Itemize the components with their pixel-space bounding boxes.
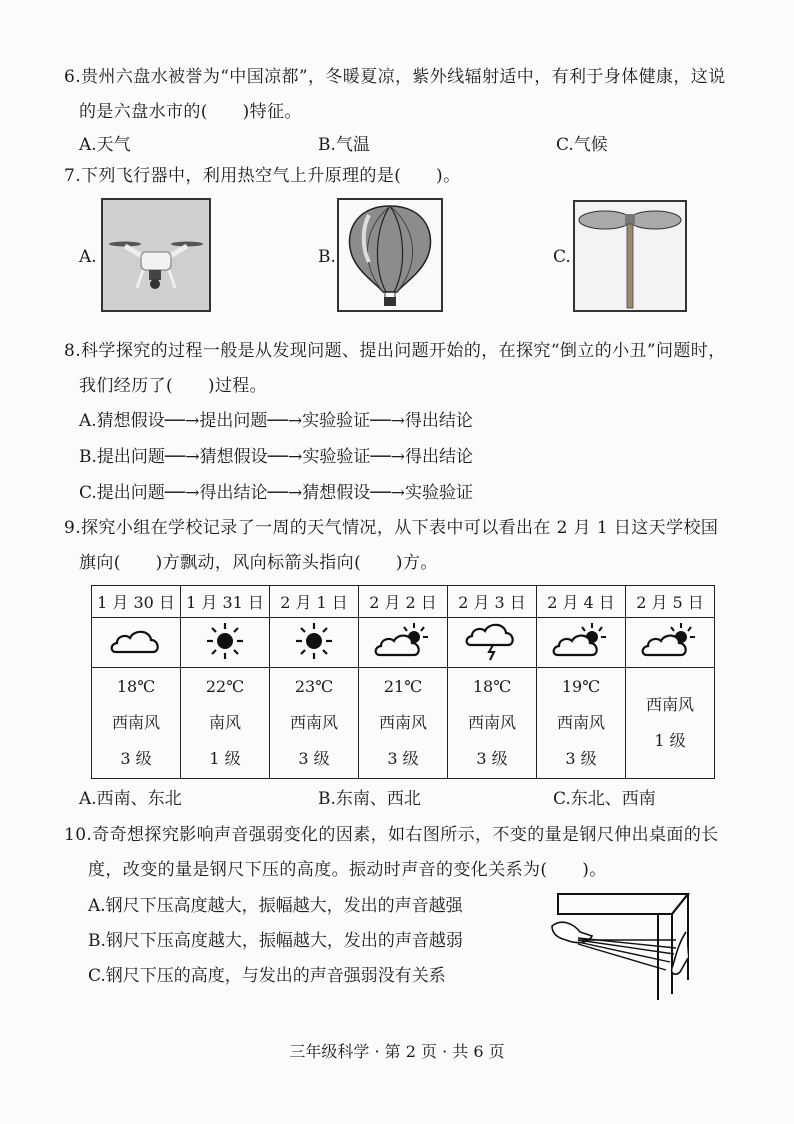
steel-ruler-experiment-image <box>548 888 698 1006</box>
q9-stem-line2: 旗向( )方飘动，风向标箭头指向( )方。 <box>79 553 438 573</box>
q6-stem-line2: 的是六盘水市的( )特征。 <box>79 102 302 122</box>
date-cell: 2 月 2 日 <box>359 586 448 618</box>
q10-stem-line1: 10.奇奇想探究影响声音强弱变化的因素，如右图所示，不变的量是钢尺伸出桌面的长 <box>64 825 719 845</box>
q9-option-a: A.西南、东北 <box>79 789 182 809</box>
sunny-icon <box>292 621 336 661</box>
q10-option-b: B.钢尺下压高度越大，振幅越大，发出的声音越弱 <box>88 931 463 951</box>
drone-image <box>101 198 211 312</box>
q8-option-a: A.猜想假设──→提出问题──→实验验证──→得出结论 <box>79 411 473 431</box>
weather-table <box>91 585 715 779</box>
date-cell: 1 月 30 日 <box>92 586 181 618</box>
date-cell: 1 月 31 日 <box>181 586 270 618</box>
weather-data-cell: 19℃ 西南风 3 级 <box>537 668 626 779</box>
partly-cloudy-icon <box>552 621 610 661</box>
sunny-icon <box>203 621 247 661</box>
weather-data-cell: 西南风 1 级 <box>626 668 715 779</box>
q8-stem-line1: 8.科学探究的过程一般是从发现问题、提出问题开始的，在探究“倒立的小丑”问题时， <box>64 341 726 361</box>
q8-stem-line2: 我们经历了( )过程。 <box>79 376 268 396</box>
date-cell: 2 月 1 日 <box>270 586 359 618</box>
weather-data-cell: 18℃ 西南风 3 级 <box>92 668 181 779</box>
q9-option-c: C.东北、西南 <box>553 789 656 809</box>
q8-option-c: C.提出问题──→得出结论──→猜想假设──→实验验证 <box>79 483 473 503</box>
q7-label-b: B. <box>318 247 336 267</box>
date-cell: 2 月 4 日 <box>537 586 626 618</box>
weather-data-cell: 22℃ 南风 1 级 <box>181 668 270 779</box>
q6-option-c: C.气候 <box>556 135 608 155</box>
weather-data-cell: 18℃ 西南风 3 级 <box>448 668 537 779</box>
weather-data-cell: 23℃ 西南风 3 级 <box>270 668 359 779</box>
cloudy-icon <box>108 624 164 658</box>
q10-option-c: C.钢尺下压的高度，与发出的声音强弱没有关系 <box>88 966 446 986</box>
q7-label-c: C. <box>553 247 571 267</box>
q10-option-a: A.钢尺下压高度越大，振幅越大，发出的声音越强 <box>88 896 463 916</box>
q6-option-a: A.天气 <box>79 135 131 155</box>
partly-cloudy-icon <box>374 621 432 661</box>
thunder-icon <box>465 621 519 661</box>
q7-stem: 7.下列飞行器中，利用热空气上升原理的是( )。 <box>64 166 461 186</box>
q7-label-a: A. <box>79 247 97 267</box>
partly-cloudy-icon <box>641 621 699 661</box>
q9-stem-line1: 9.探究小组在学校记录了一周的天气情况，从下表中可以看出在 2 月 1 日这天学校国 <box>64 518 719 538</box>
date-cell: 2 月 5 日 <box>626 586 715 618</box>
q9-option-b: B.东南、西北 <box>318 789 421 809</box>
q6-option-b: B.气温 <box>318 135 370 155</box>
q6-stem-line1: 6.贵州六盘水被誉为“中国凉都”，冬暖夏凉，紫外线辐射适中，有利于身体健康，这说 <box>64 67 726 87</box>
hot-air-balloon-image <box>337 198 443 312</box>
date-cell: 2 月 3 日 <box>448 586 537 618</box>
q10-stem-line2: 度，改变的量是钢尺下压的高度。振动时声音的变化关系为( )。 <box>88 860 607 880</box>
bamboo-dragonfly-image <box>573 200 687 312</box>
weather-data-cell: 21℃ 西南风 3 级 <box>359 668 448 779</box>
page-footer: 三年级科学 · 第 2 页 · 共 6 页 <box>289 1042 505 1061</box>
q8-option-b: B.提出问题──→猜想假设──→实验验证──→得出结论 <box>79 447 474 467</box>
